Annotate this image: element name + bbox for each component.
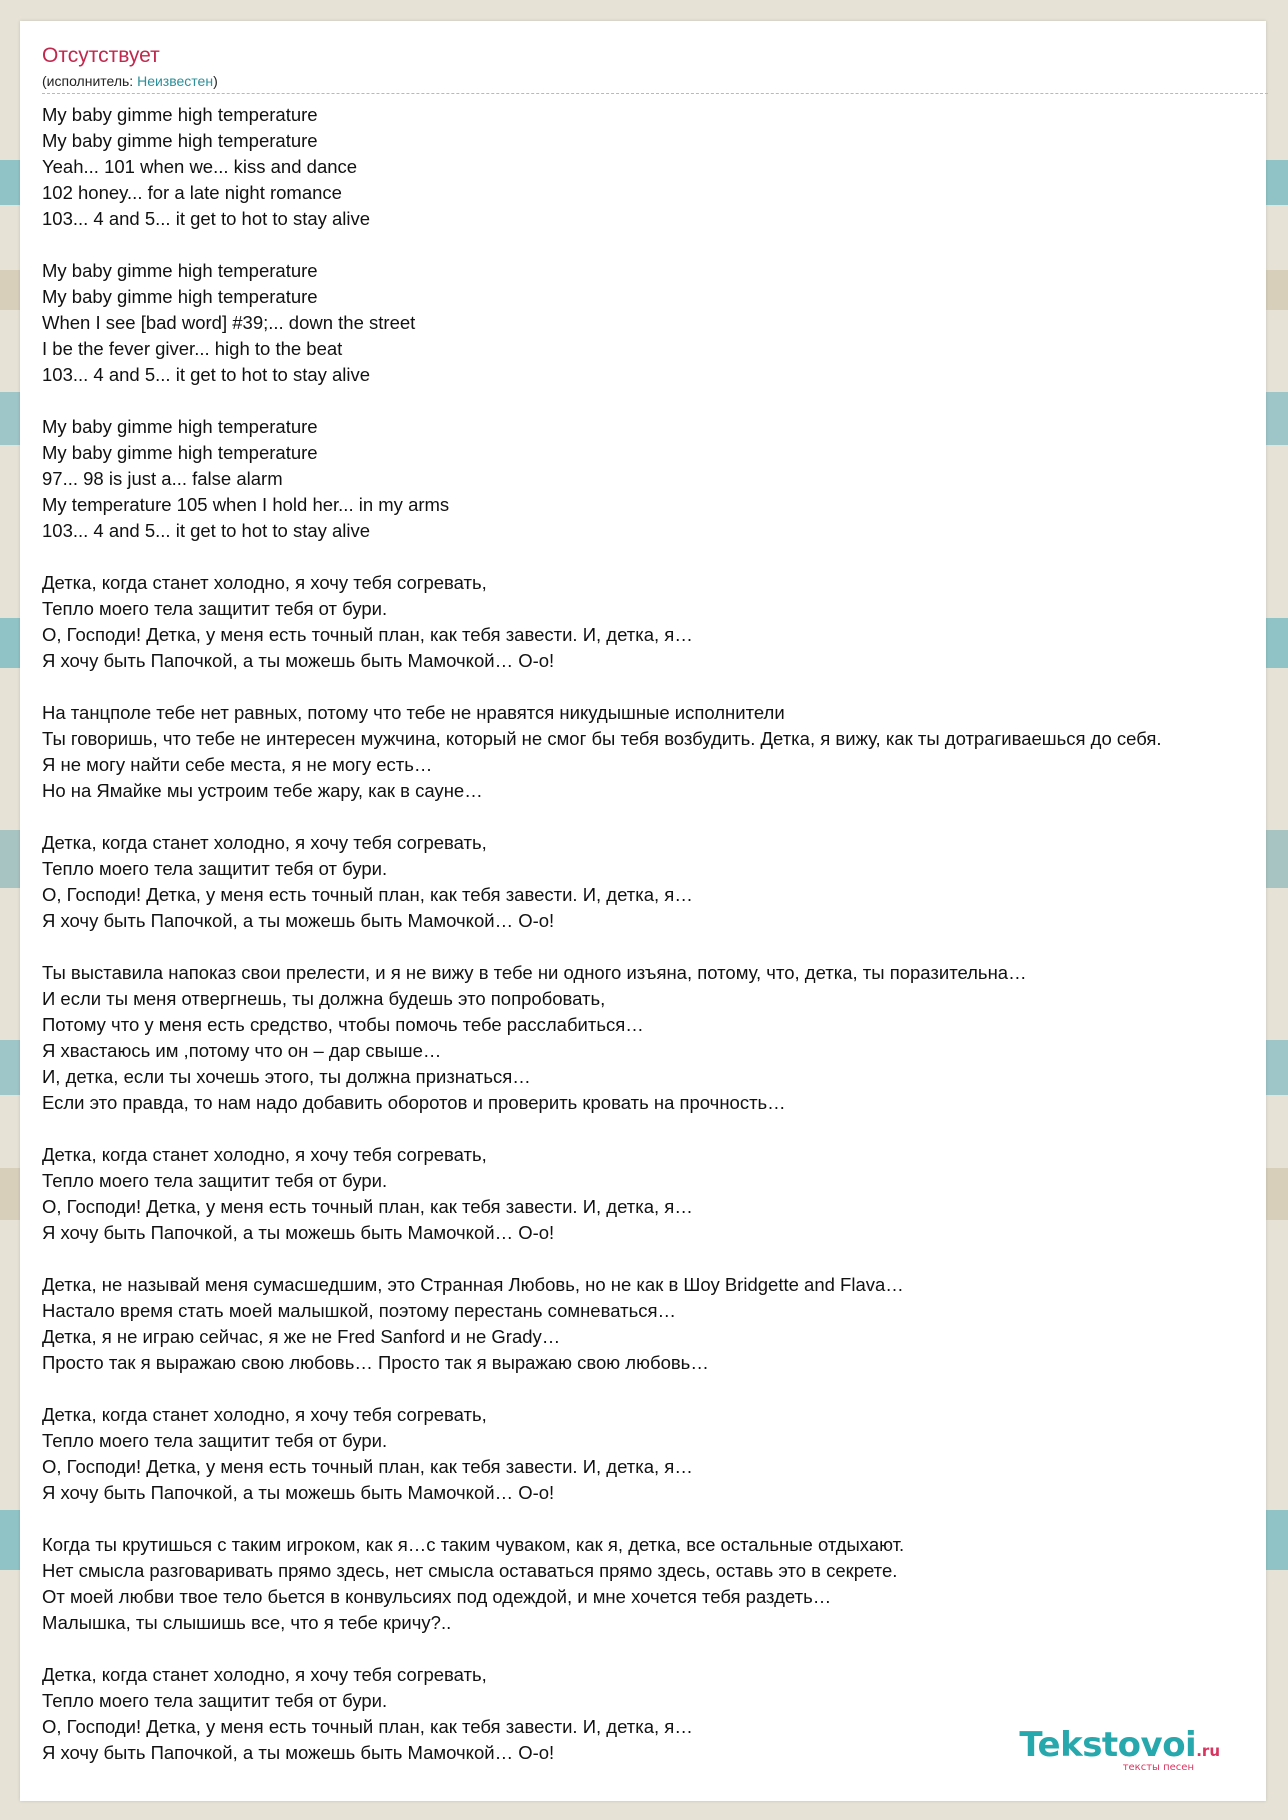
lyrics-line: Я хочу быть Папочкой, а ты можешь быть Мамочкой… О-о! bbox=[42, 1482, 555, 1503]
lyrics-verse bbox=[42, 1272, 1266, 1376]
lyrics-line: Ты выставила напоказ свои прелести, и я не вижу в тебе ни одного изъяна, потому, что, детка, ты поразительна… bbox=[42, 962, 1027, 983]
lyrics-verse bbox=[42, 102, 1266, 232]
lyrics-line: Детка, когда станет холодно, я хочу тебя согревать, bbox=[42, 1404, 487, 1425]
lyrics-line: Детка, когда станет холодно, я хочу тебя согревать, bbox=[42, 832, 487, 853]
logo-wordmark: Tekstovoi bbox=[1019, 1725, 1197, 1765]
lyrics-line: О, Господи! Детка, у меня есть точный план, как тебя завести. И, детка, я… bbox=[42, 624, 693, 645]
lyrics-line: Я хочу быть Папочкой, а ты можешь быть Мамочкой… О-о! bbox=[42, 910, 555, 931]
lyrics-line: И, детка, если ты хочешь этого, ты должна признаться… bbox=[42, 1066, 531, 1087]
song-title: Отсутствует bbox=[42, 44, 160, 67]
lyrics-line: Просто так я выражаю свою любовь… Просто так я выражаю свою любовь… bbox=[42, 1352, 709, 1373]
lyrics-line: На танцполе тебе нет равных, потому что тебе не нравятся никудышные исполнители bbox=[42, 702, 785, 723]
artist-link[interactable]: Неизвестен bbox=[137, 73, 214, 89]
artist-prefix: (исполнитель: bbox=[42, 73, 138, 89]
lyrics-verse bbox=[42, 700, 1266, 804]
lyrics-line: Тепло моего тела защитит тебя от бури. bbox=[42, 1690, 388, 1711]
lyrics-line: Тепло моего тела защитит тебя от бури. bbox=[42, 1170, 388, 1191]
lyrics-line: Потому что у меня есть средство, чтобы помочь тебе расслабиться… bbox=[42, 1014, 644, 1035]
lyrics-line: 103... 4 and 5... it get to hot to stay alive bbox=[42, 364, 371, 385]
lyrics-line: My baby gimme high temperature bbox=[42, 286, 318, 307]
artist-suffix: ) bbox=[213, 73, 218, 89]
lyrics-line: О, Господи! Детка, у меня есть точный план, как тебя завести. И, детка, я… bbox=[42, 1456, 693, 1477]
lyrics-line: Малышка, ты слышишь все, что я тебе кричу?.. bbox=[42, 1612, 452, 1633]
lyrics-line: My baby gimme high temperature bbox=[42, 442, 318, 463]
logo-tagline: тексты песен bbox=[1122, 1762, 1194, 1773]
lyrics-line: Ты говоришь, что тебе не интересен мужчина, который не смог бы тебя возбудить. Детка, я вижу, как ты дотрагиваешься до себя. bbox=[42, 728, 1162, 749]
lyrics-verse bbox=[42, 960, 1266, 1116]
lyrics-line: My baby gimme high temperature bbox=[42, 130, 318, 151]
lyrics-line: 97... 98 is just a... false alarm bbox=[42, 468, 283, 489]
lyrics-line: Детка, когда станет холодно, я хочу тебя согревать, bbox=[42, 572, 487, 593]
lyrics-verse bbox=[42, 570, 1266, 674]
lyrics-line: I be the fever giver... high to the beat bbox=[42, 338, 343, 359]
lyrics-verse bbox=[42, 258, 1266, 388]
lyrics-line: Настало время стать моей малышкой, поэтому перестань сомневаться… bbox=[42, 1300, 676, 1321]
lyrics-line: Тепло моего тела защитит тебя от бури. bbox=[42, 1430, 388, 1451]
lyrics-line: Детка, не называй меня сумасшедшим, это Странная Любовь, но не как в Шоу Bridgette and Flava… bbox=[42, 1274, 904, 1295]
lyrics-line: Детка, я не играю сейчас, я же не Fred Sanford и не Grady… bbox=[42, 1326, 561, 1347]
lyrics-line: Я хочу быть Папочкой, а ты можешь быть Мамочкой… О-о! bbox=[42, 1742, 555, 1763]
lyrics-verse bbox=[42, 1142, 1266, 1246]
lyrics-line: Детка, когда станет холодно, я хочу тебя согревать, bbox=[42, 1144, 487, 1165]
site-logo[interactable] bbox=[1019, 1725, 1220, 1773]
lyrics-line: О, Господи! Детка, у меня есть точный план, как тебя завести. И, детка, я… bbox=[42, 884, 693, 905]
lyrics-line: Я хочу быть Папочкой, а ты можешь быть Мамочкой… О-о! bbox=[42, 1222, 555, 1243]
lyrics-line: Yeah... 101 when we... kiss and dance bbox=[42, 156, 358, 177]
lyrics-line: И если ты меня отвергнешь, ты должна будешь это попробовать, bbox=[42, 988, 606, 1009]
lyrics-line: О, Господи! Детка, у меня есть точный план, как тебя завести. И, детка, я… bbox=[42, 1716, 693, 1737]
lyrics-line: My baby gimme high temperature bbox=[42, 260, 318, 281]
lyrics-text bbox=[42, 102, 1266, 1792]
song-header bbox=[42, 43, 1268, 94]
lyrics-line: Но на Ямайке мы устроим тебе жару, как в сауне… bbox=[42, 780, 483, 801]
lyrics-verse bbox=[42, 414, 1266, 544]
lyrics-line: Я не могу найти себе места, я не могу есть… bbox=[42, 754, 433, 775]
lyrics-line: Когда ты крутишься с таким игроком, как я…с таким чуваком, как я, детка, все остальные отдыхают. bbox=[42, 1534, 905, 1555]
lyrics-line: Я хочу быть Папочкой, а ты можешь быть Мамочкой… О-о! bbox=[42, 650, 555, 671]
lyrics-line: My temperature 105 when I hold her... in my arms bbox=[42, 494, 450, 515]
lyrics-line: My baby gimme high temperature bbox=[42, 104, 318, 125]
lyrics-line: 103... 4 and 5... it get to hot to stay alive bbox=[42, 208, 371, 229]
lyrics-line: От моей любви твое тело бьется в конвульсиях под одеждой, и мне хочется тебя раздеть… bbox=[42, 1586, 832, 1607]
lyrics-verse bbox=[42, 1402, 1266, 1506]
lyrics-line: 103... 4 and 5... it get to hot to stay alive bbox=[42, 520, 371, 541]
lyrics-line: О, Господи! Детка, у меня есть точный план, как тебя завести. И, детка, я… bbox=[42, 1196, 693, 1217]
logo-domain: .ru bbox=[1196, 1742, 1220, 1760]
lyrics-line: Тепло моего тела защитит тебя от бури. bbox=[42, 858, 388, 879]
lyrics-line: When I see [bad word] #39;... down the street bbox=[42, 312, 416, 333]
lyrics-verse bbox=[42, 830, 1266, 934]
lyrics-line: Если это правда, то нам надо добавить оборотов и проверить кровать на прочность… bbox=[42, 1092, 786, 1113]
lyrics-line: My baby gimme high temperature bbox=[42, 416, 318, 437]
lyrics-verse bbox=[42, 1532, 1266, 1636]
artist-line bbox=[42, 72, 218, 90]
lyrics-line: Я хвастаюсь им ,потому что он – дар свыше… bbox=[42, 1040, 442, 1061]
lyrics-page bbox=[20, 21, 1266, 1801]
lyrics-line: Детка, когда станет холодно, я хочу тебя согревать, bbox=[42, 1664, 487, 1685]
lyrics-line: Нет смысла разговаривать прямо здесь, нет смысла оставаться прямо здесь, оставь это в секрете. bbox=[42, 1560, 898, 1581]
lyrics-line: Тепло моего тела защитит тебя от бури. bbox=[42, 598, 388, 619]
lyrics-line: 102 honey... for a late night romance bbox=[42, 182, 342, 203]
